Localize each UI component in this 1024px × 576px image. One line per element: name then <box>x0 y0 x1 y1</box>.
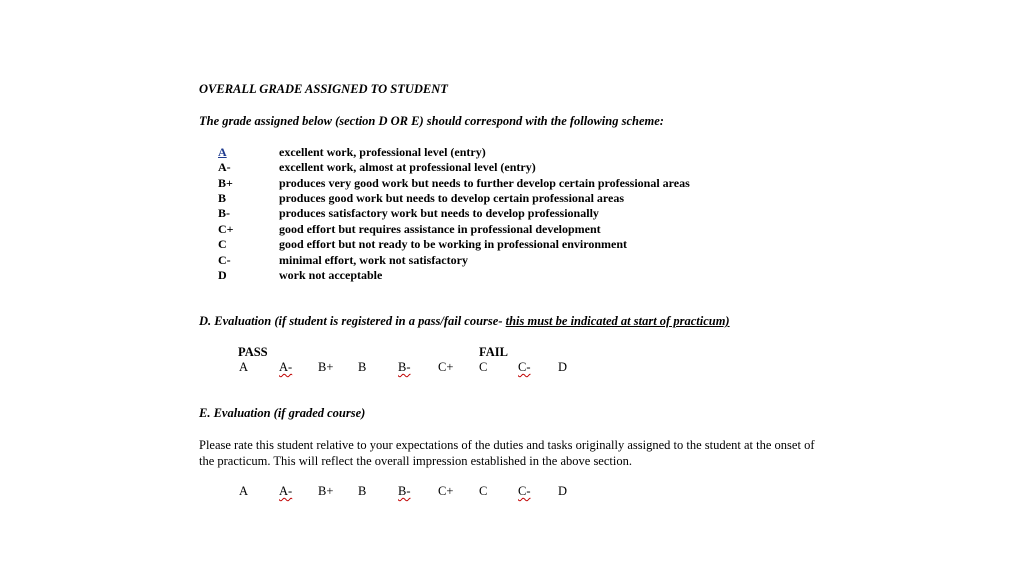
scheme-grade: B <box>218 191 227 205</box>
scheme-grade: C+ <box>218 222 234 236</box>
grade-option-d[interactable]: B <box>358 360 367 374</box>
page-title: OVERALL GRADE ASSIGNED TO STUDENT <box>199 82 448 96</box>
scheme-grade: A- <box>218 160 231 174</box>
scheme-desc: work not acceptable <box>279 268 383 282</box>
section-e-instructions: Please rate this student relative to your expectations of the duties and tasks originally assigned to the student at the onset of the practicum. This will reflect the overall impression established in the above section. <box>199 438 815 468</box>
grade-option-e[interactable]: A- <box>279 484 293 498</box>
section-d-title: D. Evaluation (if student is registered in a pass/fail course- this must be indicated at start of practicum) <box>199 314 730 328</box>
grade-option-e[interactable]: B- <box>398 484 411 498</box>
scheme-grade: B- <box>218 206 230 220</box>
scheme-desc: produces very good work but needs to further develop certain professional areas <box>279 176 690 190</box>
grade-option-d[interactable]: C- <box>518 360 531 374</box>
grade-option-d[interactable]: B- <box>398 360 411 374</box>
scheme-desc: good effort but not ready to be working in professional environment <box>279 237 628 251</box>
scheme-desc: minimal effort, work not satisfactory <box>279 253 468 267</box>
scheme-desc: excellent work, almost at professional level (entry) <box>279 160 536 174</box>
grade-option-e[interactable]: B <box>358 484 367 498</box>
grade-option-d[interactable]: A <box>239 360 249 374</box>
grade-option-d[interactable]: C+ <box>438 360 454 374</box>
scheme-desc: excellent work, professional level (entry) <box>279 145 486 159</box>
grade-option-e[interactable]: C- <box>518 484 531 498</box>
scheme-grade: A <box>218 145 227 159</box>
scheme-grade: D <box>218 268 227 282</box>
scheme-desc: produces good work but needs to develop certain professional areas <box>279 191 625 205</box>
scheme-desc: produces satisfactory work but needs to develop professionally <box>279 206 599 220</box>
grade-option-d[interactable]: B+ <box>318 360 334 374</box>
grade-option-e[interactable]: A <box>239 484 249 498</box>
scheme-grade: C- <box>218 253 231 267</box>
scheme-intro: The grade assigned below (section D OR E) should correspond with the following scheme: <box>199 114 664 128</box>
section-e-title: E. Evaluation (if graded course) <box>199 406 366 420</box>
grade-option-e[interactable]: C+ <box>438 484 454 498</box>
scheme-grade: B+ <box>218 176 233 190</box>
fail-label: FAIL <box>479 345 508 359</box>
pass-label: PASS <box>238 345 268 359</box>
grade-option-e[interactable]: D <box>558 484 568 498</box>
grade-option-e[interactable]: C <box>479 484 488 498</box>
grade-option-d[interactable]: C <box>479 360 488 374</box>
grade-option-d[interactable]: A- <box>279 360 293 374</box>
scheme-desc: good effort but requires assistance in professional development <box>279 222 601 236</box>
scheme-grade: C <box>218 237 227 251</box>
grade-option-e[interactable]: B+ <box>318 484 334 498</box>
grade-option-d[interactable]: D <box>558 360 568 374</box>
